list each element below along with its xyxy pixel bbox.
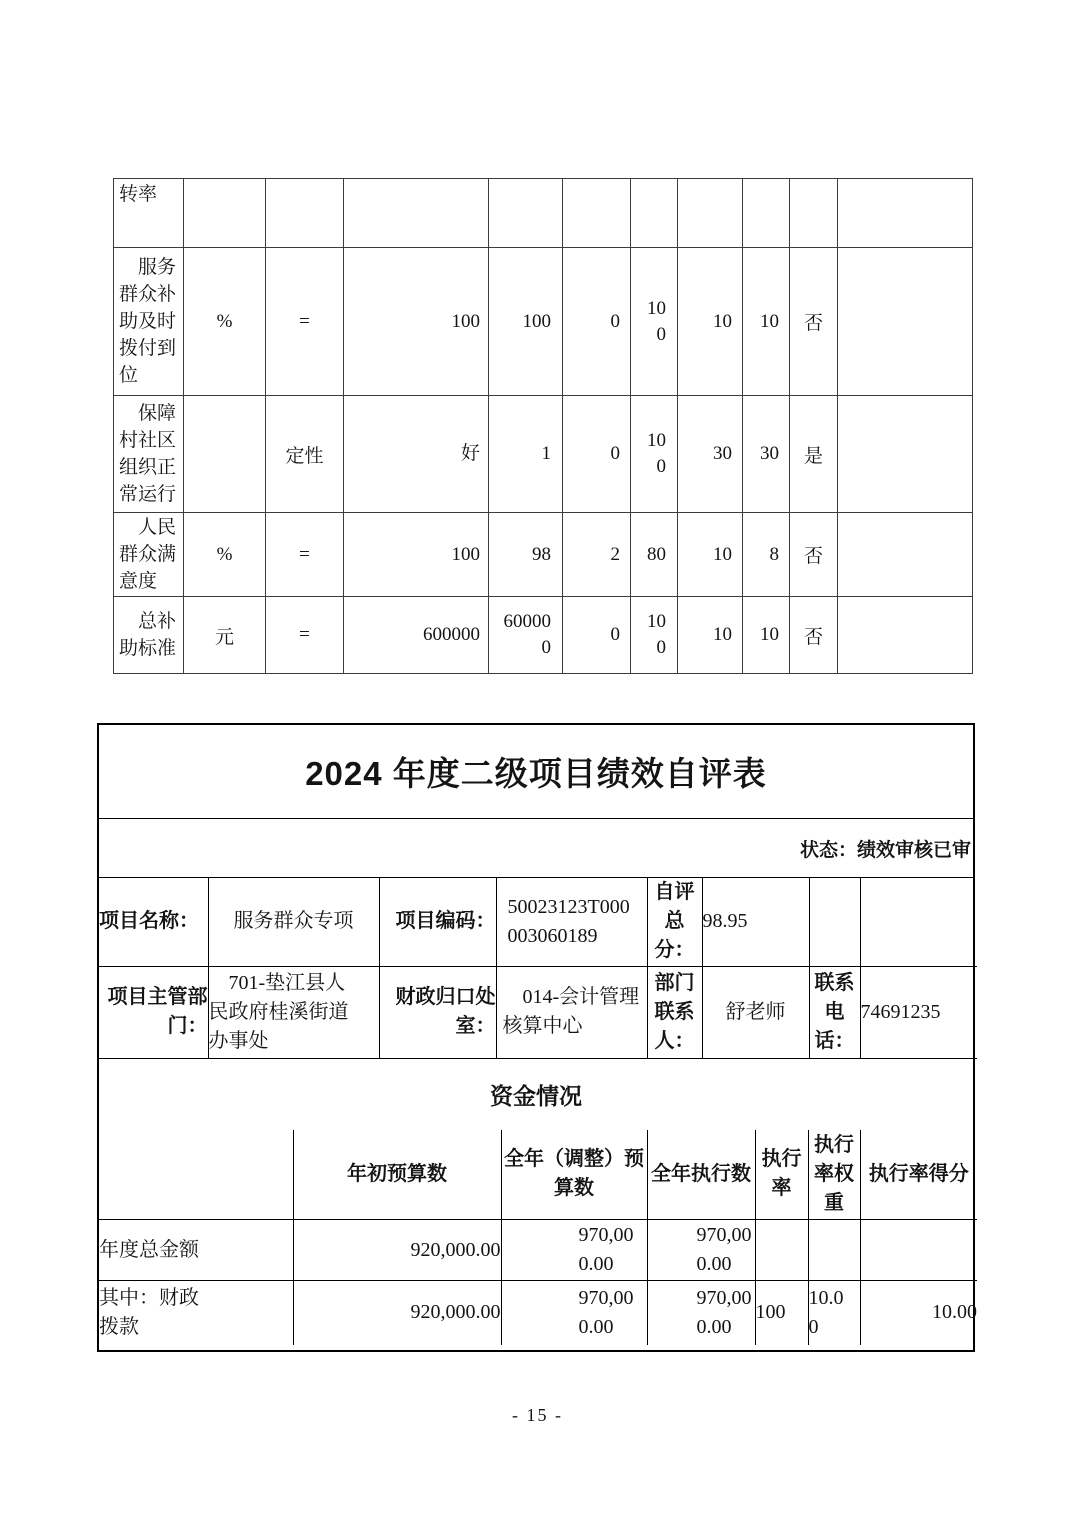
funding-weight-cell: 10.00 [808,1281,860,1345]
indicator-value-cell [563,179,631,248]
indicator-value-cell: 1 [489,396,563,513]
indicator-label-cell: 转率 [114,179,184,248]
indicator-rule-cell: = [266,513,344,597]
indicator-value-cell: 100 [631,396,678,513]
indicator-flag-cell: 否 [790,597,838,674]
funding-adjusted-cell: 970,000.00 [501,1281,647,1345]
funding-label-cell: 年度总金额 [99,1220,293,1281]
funding-header-cell: 全年执行数 [647,1130,755,1220]
phone-value: 74691235 [860,966,977,1058]
indicator-unit-cell [184,179,266,248]
indicator-value-cell: 0 [563,248,631,396]
funding-executed-cell: 970,000.00 [647,1281,755,1345]
indicator-value-cell: 100 [344,513,489,597]
funding-initial-cell: 920,000.00 [293,1220,501,1281]
indicator-value-cell [743,179,790,248]
page-number: - 15 - [512,1405,563,1425]
funding-header-cell: 执行率得分 [860,1130,977,1220]
funding-header-row [99,1130,977,1220]
indicator-value-cell: 30 [743,396,790,513]
indicator-empty-cell [838,248,973,396]
indicator-value-cell: 10 [743,597,790,674]
funding-header-cell [99,1130,293,1220]
funding-score-cell [860,1220,977,1281]
funding-table [99,1130,977,1345]
indicator-value-cell: 8 [743,513,790,597]
project-code-label: 项目编码： [379,878,496,966]
indicator-value-cell: 10 [678,597,743,674]
indicator-value-cell: 100 [344,248,489,396]
indicator-row [114,597,973,674]
indicator-row [114,396,973,513]
indicator-unit-cell: 元 [184,597,266,674]
funding-rate-cell: 100 [755,1281,808,1345]
info-empty-cell [809,878,860,966]
finance-office-value: 014-会计管理核算中心 [496,966,647,1058]
indicator-value-cell: 10 [678,248,743,396]
indicator-row [114,248,973,396]
funding-weight-cell [808,1220,860,1281]
info-empty-cell [860,878,977,966]
indicator-value-cell: 600000 [489,597,563,674]
finance-office-label: 财政归口处室： [379,966,496,1058]
indicator-flag-cell: 否 [790,513,838,597]
funding-rate-cell [755,1220,808,1281]
funding-adjusted-cell: 970,000.00 [501,1220,647,1281]
indicator-value-cell: 0 [563,396,631,513]
indicator-rule-cell [266,179,344,248]
indicator-value-cell: 100 [631,248,678,396]
funding-label-cell: 其中：财政拨款 [99,1281,293,1345]
contact-label: 部门联系人： [647,966,702,1058]
indicator-value-cell [489,179,563,248]
self-eval-status: 状态：绩效审核已审 [99,819,973,878]
funding-header-cell: 全年（调整）预算数 [501,1130,647,1220]
indicator-empty-cell [838,513,973,597]
self-eval-table [97,723,975,1352]
indicator-value-cell: 10 [743,248,790,396]
indicator-flag-cell [790,179,838,248]
indicator-value-cell [631,179,678,248]
funding-section-title: 资金情况 [490,1082,582,1109]
indicator-empty-cell [838,396,973,513]
indicator-label-cell: 服务群众补助及时拨付到位 [114,248,184,396]
indicator-empty-cell [838,597,973,674]
indicator-unit-cell [184,396,266,513]
indicator-value-cell: 100 [489,248,563,396]
self-score-label: 自评总分： [647,878,702,966]
indicator-value-cell: 30 [678,396,743,513]
contact-value: 舒老师 [702,966,809,1058]
project-info-row [99,878,977,966]
indicator-value-cell: 98 [489,513,563,597]
self-score-value: 98.95 [702,878,809,966]
funding-row [99,1281,977,1345]
project-code-value: 50023123T000003060189 [496,878,647,966]
funding-header-cell: 年初预算数 [293,1130,501,1220]
funding-header-cell: 执行率权重 [808,1130,860,1220]
dept-value: 701-垫江县人民政府桂溪街道办事处 [208,966,379,1058]
indicator-value-cell [678,179,743,248]
indicator-value-cell: 10 [678,513,743,597]
indicator-rule-cell: 定性 [266,396,344,513]
phone-label: 联系电话： [809,966,860,1058]
funding-header-cell: 执行率 [755,1130,808,1220]
project-name-value: 服务群众专项 [208,878,379,966]
indicator-row [114,179,973,248]
funding-score-cell: 10.00 [860,1281,977,1345]
project-info-table [99,878,977,1059]
indicator-unit-cell: % [184,248,266,396]
funding-executed-cell: 970,000.00 [647,1220,755,1281]
funding-initial-cell: 920,000.00 [293,1281,501,1345]
funding-row [99,1220,977,1281]
dept-label: 项目主管部门： [99,966,208,1058]
indicator-value-cell: 2 [563,513,631,597]
self-eval-title: 2024 年度二级项目绩效自评表 [99,725,973,819]
indicator-unit-cell: % [184,513,266,597]
indicator-rule-cell: = [266,248,344,396]
indicator-label-cell: 总补助标准 [114,597,184,674]
indicator-empty-cell [838,179,973,248]
indicator-value-cell: 好 [344,396,489,513]
indicator-value-cell: 100 [631,597,678,674]
indicator-flag-cell: 否 [790,248,838,396]
project-name-label: 项目名称： [99,878,208,966]
indicator-value-cell [344,179,489,248]
indicator-flag-cell: 是 [790,396,838,513]
indicator-table [113,178,973,674]
indicator-label-cell: 人民群众满意度 [114,513,184,597]
project-info-row [99,966,977,1058]
indicator-value-cell: 0 [563,597,631,674]
indicator-value-cell: 600000 [344,597,489,674]
indicator-row [114,513,973,597]
indicator-label-cell: 保障村社区组织正常运行 [114,396,184,513]
indicator-rule-cell: = [266,597,344,674]
indicator-value-cell: 80 [631,513,678,597]
